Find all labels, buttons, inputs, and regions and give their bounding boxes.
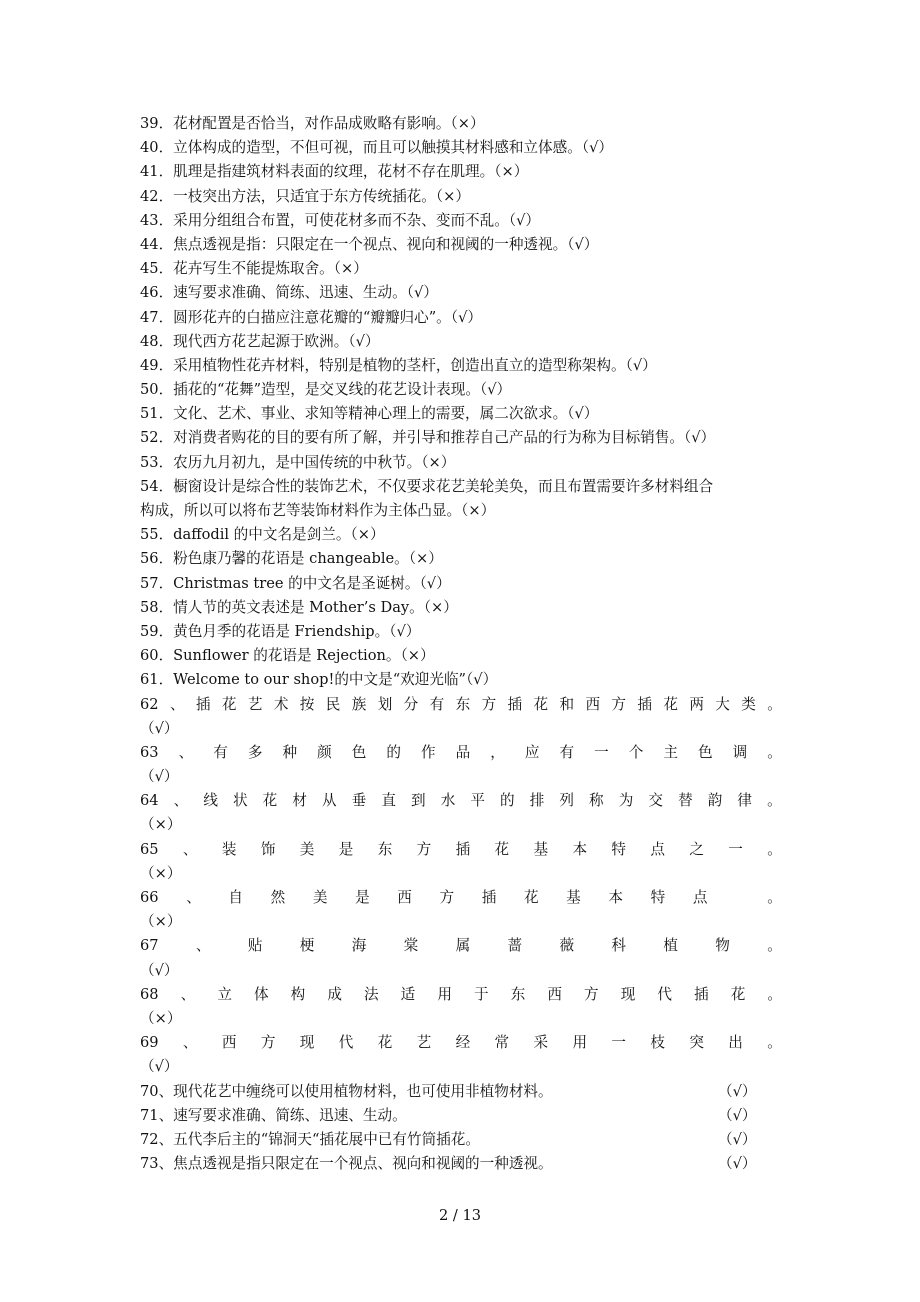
glyph: 替 [678, 792, 693, 810]
glyph [735, 886, 740, 910]
answer-mark: （√） [718, 1155, 757, 1173]
glyph: 、 [195, 937, 211, 955]
glyph: 称 [589, 792, 604, 810]
glyph: 按 [299, 695, 315, 713]
glyph: 是 [355, 889, 370, 906]
question-line: 40．立体构成的造型，不但可视，而且可以触摸其材料感和立体感。（√） [140, 139, 613, 157]
glyph: 色 [351, 743, 367, 761]
glyph: 排 [529, 792, 545, 810]
glyph: 为 [618, 792, 634, 810]
question-list-plain [140, 112, 782, 693]
glyph: 花 [663, 695, 678, 713]
glyph: 点 [650, 840, 665, 858]
answer-mark: （×） [140, 864, 182, 882]
glyph: 直 [381, 792, 396, 810]
glyph: 立 [217, 985, 232, 1003]
question-line: 51．文化、艺术、事业、求知等精神心理上的需要，属二次欲求。（√） [140, 405, 599, 423]
glyph: 一 [594, 743, 609, 761]
glyph: 到 [411, 792, 426, 810]
glyph: 插 [637, 695, 652, 713]
glyph: 民 [325, 695, 341, 713]
glyph: 62 [140, 695, 159, 713]
question-line: 42．一枝突出方法，只适宜于东方传统插花。（×） [140, 187, 470, 205]
answer-mark: （√） [140, 719, 179, 737]
glyph: 种 [282, 743, 298, 761]
question-text: 73、焦点透视是指只限定在一个视点、视向和视阈的一种透视。 [140, 1155, 553, 1173]
question-line: 53．农历九月初九，是中国传统的中秋节。（×） [140, 453, 456, 471]
glyph: 类 [741, 695, 756, 713]
glyph: 突 [689, 1034, 704, 1052]
glyph: 有 [429, 695, 445, 713]
glyph: 调 [732, 743, 748, 761]
glyph: 。 [767, 937, 782, 955]
glyph: 交 [648, 792, 663, 810]
question-line: 57．Christmas tree 的中文名是圣诞树。（√） [140, 574, 451, 592]
glyph: 方 [481, 695, 497, 713]
glyph: 现 [620, 985, 636, 1003]
page-number: 2 [438, 1207, 449, 1224]
question-line [140, 1128, 782, 1152]
glyph: 66 [140, 889, 159, 906]
glyph: 用 [572, 1034, 588, 1052]
question-list-marked [140, 1080, 782, 1177]
question-line: 58．情人节的英文表述是 Mother’s Day。（×） [140, 598, 458, 616]
question-list-spaced [140, 693, 782, 1080]
question-line: 55．daffodil 的中文名是剑兰。（×） [140, 526, 385, 544]
glyph: 现 [299, 1034, 315, 1052]
answer-mark: （×） [140, 1009, 182, 1027]
glyph: 。 [767, 840, 782, 858]
answer-mark: （×） [140, 816, 182, 834]
glyph: 贴 [247, 937, 263, 955]
glyph: 美 [312, 889, 328, 906]
glyph: 本 [608, 889, 623, 906]
glyph: 插 [455, 840, 471, 858]
glyph: 色 [697, 743, 713, 761]
glyph: 薇 [559, 937, 575, 955]
question-line: 46．速写要求准确、简练、迅速、生动。（√） [140, 284, 438, 302]
glyph: 西 [585, 695, 601, 713]
glyph: 大 [715, 695, 730, 713]
glyph: 梗 [299, 937, 315, 955]
glyph: 构 [290, 985, 306, 1003]
glyph: 品 [455, 743, 471, 761]
glyph: 线 [203, 792, 218, 810]
document-body [140, 112, 782, 1176]
glyph: 属 [455, 937, 471, 955]
question-line-justified [140, 886, 782, 910]
question-line: 41．肌理是指建筑材料表面的纹理，花材不存在肌理。（×） [140, 163, 529, 181]
glyph: 主 [663, 743, 678, 761]
page-footer [0, 1206, 920, 1226]
question-line: 48．现代西方花艺起源于欧洲。（√） [140, 332, 380, 350]
question-line-justified [140, 693, 782, 717]
glyph: 两 [689, 695, 704, 713]
page-separator: / [448, 1207, 463, 1224]
glyph: 。 [767, 985, 782, 1003]
glyph: 用 [437, 985, 452, 1003]
glyph: 方 [416, 840, 432, 858]
glyph: 是 [338, 840, 354, 858]
glyph: 适 [400, 985, 416, 1003]
glyph: 方 [584, 985, 599, 1003]
glyph: 自 [228, 889, 244, 906]
glyph: 特 [650, 889, 666, 906]
glyph: 然 [270, 889, 286, 906]
glyph: 垂 [351, 792, 367, 810]
glyph: 科 [611, 937, 627, 955]
glyph: 分 [403, 695, 419, 713]
question-line-justified [140, 1031, 782, 1055]
glyph: 植 [663, 937, 678, 955]
glyph: 的 [500, 792, 515, 810]
glyph: 、 [186, 889, 201, 906]
glyph: 花 [221, 695, 237, 713]
glyph: 美 [299, 840, 315, 858]
glyph: 状 [232, 792, 248, 810]
question-line: 构成，所以可以将布艺等装饰材料作为主体凸显。（×） [140, 502, 496, 519]
question-line: 59．黄色月季的花语是 Friendship。（√） [140, 622, 421, 640]
glyph: ， [490, 743, 505, 761]
glyph: 划 [377, 695, 393, 713]
glyph: 韵 [707, 792, 723, 810]
glyph: 东 [377, 840, 393, 858]
glyph: 、 [180, 985, 196, 1003]
glyph: 方 [611, 695, 627, 713]
glyph: 、 [182, 1034, 198, 1052]
glyph: 、 [173, 792, 189, 810]
glyph: 。 [767, 743, 782, 761]
glyph: 作 [420, 743, 436, 761]
answer-mark: （√） [140, 1058, 179, 1076]
glyph: 、 [178, 743, 194, 761]
answer-mark: （√） [718, 1106, 757, 1124]
glyph: 平 [470, 792, 485, 810]
answer-mark: （√） [718, 1082, 757, 1100]
glyph: 采 [533, 1034, 549, 1052]
glyph: 方 [439, 889, 455, 906]
glyph: 西 [547, 985, 562, 1003]
glyph: 应 [524, 743, 540, 761]
glyph: 花 [730, 985, 746, 1003]
glyph: 基 [533, 840, 549, 858]
glyph: 法 [364, 985, 379, 1003]
glyph: 艺 [416, 1034, 432, 1052]
glyph: 花 [533, 695, 549, 713]
glyph: 代 [338, 1034, 354, 1052]
glyph: 68 [140, 985, 159, 1003]
question-line: 52．对消费者购花的目的要有所了解，并引导和推荐自己产品的行为称为目标销售。（√） [140, 429, 716, 447]
glyph: 。 [767, 695, 782, 713]
question-line: 47．圆形花卉的白描应注意花瓣的“瓣瓣归心”。（√） [140, 308, 482, 326]
glyph: 代 [657, 985, 672, 1003]
glyph: 棠 [403, 937, 419, 955]
glyph: 插 [507, 695, 523, 713]
glyph: 插 [481, 889, 497, 906]
glyph: 方 [260, 1034, 276, 1052]
glyph: 术 [273, 695, 289, 713]
glyph: 花 [523, 889, 539, 906]
glyph: 东 [510, 985, 526, 1003]
glyph: 海 [351, 937, 367, 955]
glyph: 、 [182, 840, 198, 858]
question-line: 49．采用植物性花卉材料，特别是植物的茎杆，创造出直立的造型称架构。（√） [140, 356, 657, 374]
glyph: 基 [566, 889, 581, 906]
glyph: 东 [455, 695, 471, 713]
glyph: 常 [494, 1034, 510, 1052]
page-total: 13 [462, 1207, 482, 1224]
glyph: 插 [195, 695, 211, 713]
glyph: 颜 [317, 743, 332, 761]
glyph: 个 [628, 743, 644, 761]
question-line: 44．焦点透视是指：只限定在一个视点、视向和视阈的一种透视。（√） [140, 235, 599, 253]
glyph: 一 [728, 840, 743, 858]
glyph: 、 [169, 695, 185, 713]
glyph: 和 [559, 695, 575, 713]
question-line: 39．花材配置是否恰当，对作品成败略有影响。（×） [140, 115, 485, 132]
glyph: 65 [140, 840, 159, 858]
glyph: 物 [715, 937, 730, 955]
glyph: 。 [767, 1034, 782, 1052]
question-text: 72、五代李后主的“锦洞天“插花展中已有竹筒插花。 [140, 1130, 480, 1148]
question-line-justified [140, 789, 782, 813]
question-text: 70、现代花艺中缠绕可以使用植物材料，也可使用非植物材料。 [140, 1082, 553, 1100]
glyph: 之 [689, 840, 704, 858]
glyph: 64 [140, 792, 159, 810]
glyph: 列 [559, 792, 574, 810]
question-line: 54．橱窗设计是综合性的装饰艺术，不仅要求花艺美轮美奂，而且布置需要许多材料组合 [140, 477, 714, 495]
question-line: 45．花卉写生不能提炼取舍。（×） [140, 260, 368, 278]
answer-mark: （×） [140, 913, 182, 931]
glyph: 一 [611, 1034, 627, 1052]
glyph: 经 [455, 1034, 471, 1052]
question-line: 60．Sunflower 的花语是 Rejection。（×） [140, 647, 435, 665]
glyph: 多 [247, 743, 263, 761]
question-line [140, 1080, 782, 1104]
glyph: 于 [474, 985, 489, 1003]
glyph: 67 [140, 937, 159, 955]
glyph: 69 [140, 1034, 159, 1052]
glyph: 西 [221, 1034, 237, 1052]
glyph: 有 [559, 743, 575, 761]
glyph: 点 [692, 889, 708, 906]
question-text: 71、速写要求准确、简练、迅速、生动。 [140, 1106, 407, 1124]
glyph: 装 [221, 840, 237, 858]
glyph: 西 [397, 889, 412, 906]
glyph: 花 [262, 792, 278, 810]
glyph: 艺 [247, 695, 263, 713]
glyph: 本 [572, 840, 588, 858]
answer-mark: （√） [140, 961, 179, 979]
glyph: 花 [377, 1034, 393, 1052]
answer-mark: （√） [718, 1130, 757, 1148]
glyph: 特 [611, 840, 627, 858]
glyph: 水 [440, 792, 456, 810]
glyph: 有 [213, 743, 228, 761]
question-line-justified [140, 934, 782, 958]
glyph: 出 [728, 1034, 743, 1052]
question-line-justified [140, 741, 782, 765]
glyph: 枝 [650, 1034, 665, 1052]
glyph: 律 [737, 792, 753, 810]
glyph: 插 [694, 985, 709, 1003]
glyph: 。 [767, 889, 782, 906]
question-line [140, 1152, 782, 1176]
question-line [140, 1104, 782, 1128]
glyph: 成 [327, 985, 342, 1003]
question-line: 50．插花的“花舞”造型，是交叉线的花艺设计表现。（√） [140, 381, 512, 399]
glyph: 。 [767, 792, 782, 810]
question-line: 43．采用分组组合布置，可使花材多而不杂、变而不乱。（√） [140, 211, 541, 229]
glyph: 体 [253, 985, 269, 1003]
question-line: 61．Welcome to our shop!的中文是“欢迎光临”（√） [140, 671, 498, 689]
glyph: 材 [292, 792, 307, 810]
answer-mark: （√） [140, 768, 179, 786]
glyph: 从 [322, 792, 337, 810]
question-line: 56．粉色康乃馨的花语是 changeable。（×） [140, 550, 443, 568]
glyph: 63 [140, 743, 159, 761]
glyph: 花 [494, 840, 510, 858]
question-line-justified [140, 838, 782, 862]
glyph: 的 [386, 743, 401, 761]
glyph: 饰 [260, 840, 276, 858]
glyph: 族 [351, 695, 367, 713]
question-line-justified [140, 983, 782, 1007]
glyph: 蔷 [507, 937, 523, 955]
